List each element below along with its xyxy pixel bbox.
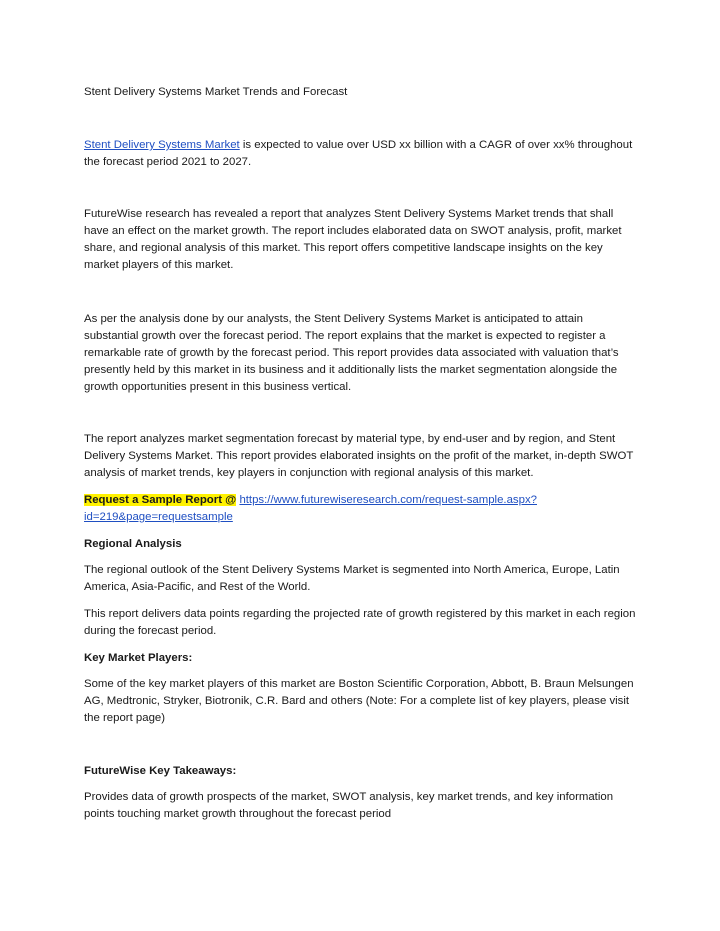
key-players-paragraph: Some of the key market players of this market are Boston Scientific Corporation, Abbott, B. Braun Melsungen AG, Medtronic, Stryker, Biotronik, C.R. Bard and others (Note: For a complete list of key players, please visit the report page) xyxy=(84,678,634,724)
request-sample-line xyxy=(84,492,640,526)
research-paragraph: FutureWise research has revealed a report that analyzes Stent Delivery Systems Market trends that shall have an effect on the market growth. The report includes elaborated data on SWOT analysis, profit, market share, and regional analysis of this market. This report offers competitive landscape insights on the key market players of this market. xyxy=(84,208,622,271)
request-sample-label: Request a Sample Report @ xyxy=(84,494,237,506)
regional-analysis-heading: Regional Analysis xyxy=(84,538,182,550)
regional-growth-paragraph: This report delivers data points regarding the projected rate of growth registered by this market in each region during the forecast period. xyxy=(84,608,636,637)
takeaways-paragraph: Provides data of growth prospects of the market, SWOT analysis, key market trends, and key information points touching market growth throughout the forecast period xyxy=(84,791,614,820)
key-players-heading: Key Market Players: xyxy=(84,652,193,664)
segmentation-paragraph: The report analyzes market segmentation forecast by material type, by end-user and by region, and Stent Delivery Systems Market. This report provides elaborated insights on the profit of the market, in-depth SWOT analysis of market trends, key players in conjunction with regional analysis of this market. xyxy=(84,433,634,479)
intro-paragraph xyxy=(84,137,640,171)
document-title: Stent Delivery Systems Market Trends and Forecast xyxy=(84,86,348,98)
intro-text: is expected to value over USD xx billion with a CAGR of over xx% throughout the forecast period 2021 to 2027. xyxy=(84,139,633,168)
takeaways-heading: FutureWise Key Takeaways: xyxy=(84,765,237,777)
regional-outlook-paragraph: The regional outlook of the Stent Delivery Systems Market is segmented into North America, Europe, Latin America, Asia-Pacific, and Rest of the World. xyxy=(84,564,620,593)
analysis-paragraph: As per the analysis done by our analysts, the Stent Delivery Systems Market is anticipated to attain substantial growth over the forecast period. The report explains that the market is expected to register a remarkable rate of growth by the forecast period. This report provides data associated with valuation that’s presently held by this market in its business and it additionally lists the market segmentation alongside the growth opportunities present in this business vertical. xyxy=(84,313,619,393)
request-sample-link[interactable]: https://www.futurewiseresearch.com/request-sample.aspx?id=219&page=requestsample xyxy=(84,494,537,523)
market-link[interactable]: Stent Delivery Systems Market xyxy=(84,139,240,151)
